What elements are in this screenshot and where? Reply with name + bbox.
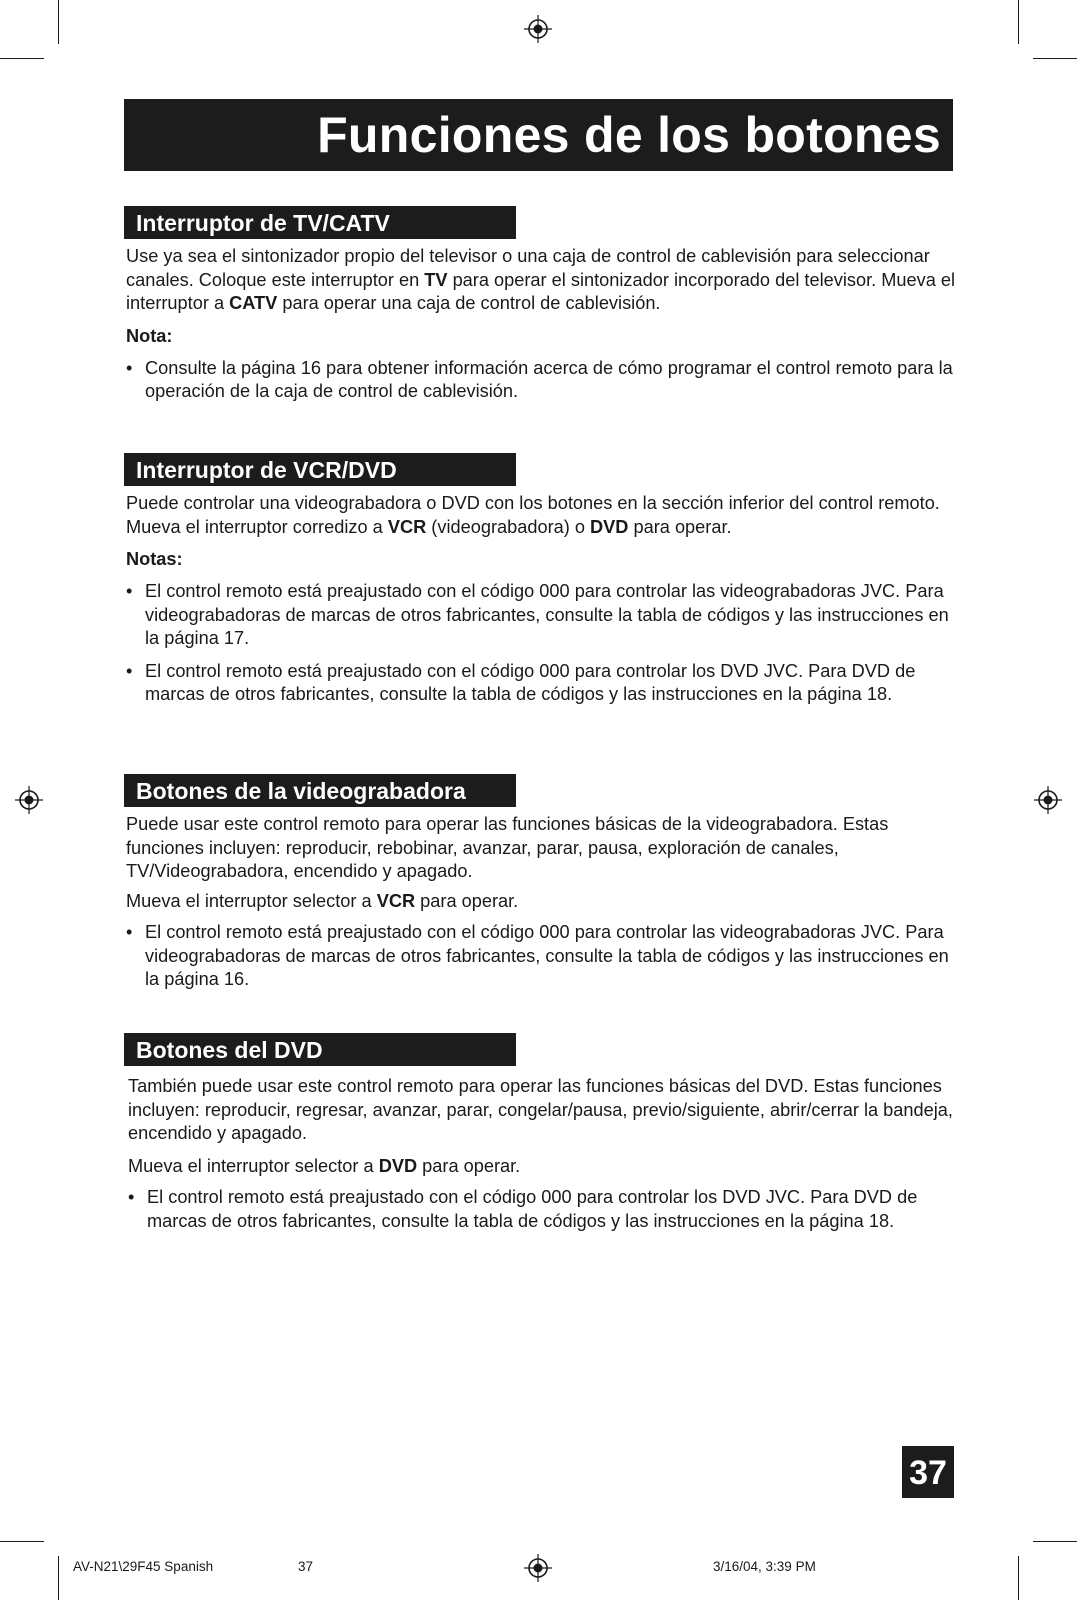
- crop-mark-bottom-right-horizontal: [1033, 1541, 1077, 1542]
- paragraph-text: Puede controlar una videograbadora o DVD con los botones en la sección inferior del control remoto. Mueva el interruptor corredizo a: [126, 493, 940, 537]
- section-tv-catv: [124, 206, 956, 413]
- crop-mark-bottom-left-horizontal: [0, 1541, 44, 1542]
- section-paragraph: [126, 245, 956, 316]
- note-label: Notas:: [126, 549, 183, 569]
- paragraph-text: para operar el sintonizador incorporado del televisor. Mueva el interruptor a: [126, 269, 956, 313]
- footer-file-name: AV-N21\29F45 Spanish: [73, 1559, 214, 1574]
- registration-mark-icon: [1034, 786, 1062, 814]
- bullet-item: • El control remoto está preajustado con el código 000 para controlar las videograbadoras JVC. Para videograbadoras de marcas de otros fabricantes, consulte la tabla de códigos y las instrucciones en la página 16.: [124, 921, 956, 992]
- paragraph-text: para operar una caja de control de cablevisión.: [277, 293, 661, 313]
- paragraph-text: Use ya sea el sintonizador propio del televisor o una caja de control de cablevisión para seleccionar canales. Coloque este interruptor en: [126, 246, 930, 290]
- bullet-list: [126, 1186, 956, 1233]
- bullet-list: [124, 580, 956, 707]
- paragraph-text: para operar.: [415, 890, 519, 911]
- paragraph-bold-text: VCR: [376, 890, 416, 911]
- section-vcr-dvd: [124, 453, 956, 716]
- section-paragraph-2: [126, 890, 956, 914]
- paragraph-text: Mueva el interruptor selector a: [128, 1155, 379, 1176]
- bullet-list: [124, 357, 956, 404]
- footer-page: 37: [298, 1559, 314, 1574]
- bullet-item: • Consulte la página 16 para obtener información acerca de cómo programar el control remoto para la operación de la caja de control de cablevisión.: [124, 357, 956, 404]
- paragraph-bold-text: DVD: [590, 516, 629, 537]
- crop-mark-top-right-vertical: [1018, 0, 1019, 44]
- registration-mark-icon: [524, 15, 552, 43]
- section-paragraph: También puede usar este control remoto para operar las funciones básicas del DVD. Estas funciones incluyen: reproducir, regresar, avanzar, parar, congelar/pausa, previo/siguiente, abrir/cerrar la bandeja, encendido y apagado.: [128, 1076, 953, 1143]
- note-label: Nota:: [126, 325, 173, 346]
- crop-mark-bottom-left-vertical: [58, 1556, 59, 1600]
- bullet-item: • El control remoto está preajustado con el código 000 para controlar los DVD JVC. Para DVD de marcas de otros fabricantes, consulte la tabla de códigos y las instrucciones en la página 18.: [124, 660, 956, 707]
- section-dvd-buttons: [124, 1033, 956, 1242]
- paragraph-text: para operar.: [417, 1155, 521, 1176]
- section-heading: Interruptor de VCR/DVD: [124, 453, 516, 486]
- paragraph-bold-text: TV: [424, 269, 448, 290]
- paragraph-bold-text: DVD: [378, 1155, 418, 1176]
- crop-mark-top-left-horizontal: [0, 58, 44, 59]
- paragraph-text: para operar.: [628, 516, 732, 537]
- paragraph-text: (videograbadora) o: [426, 516, 591, 537]
- bullet-item: • El control remoto está preajustado con el código 000 para controlar las videograbadoras JVC. Para videograbadoras de marcas de otros fabricantes, consulte la tabla de códigos y las instrucciones en la página 17.: [124, 580, 956, 651]
- crop-mark-bottom-right-vertical: [1018, 1556, 1019, 1600]
- section-paragraph: Puede usar este control remoto para operar las funciones básicas de la videograbadora. Estas funciones incluyen: reproducir, rebobinar, avanzar, parar, pausa, exploración de canales, TV/Videograbadora, encendido y apagado.: [126, 814, 889, 881]
- section-heading: Botones del DVD: [124, 1033, 516, 1066]
- bullet-list: [124, 921, 956, 992]
- section-paragraph: [126, 492, 956, 539]
- section-vcr-buttons: [124, 774, 956, 1001]
- paragraph-bold-text: VCR: [387, 516, 427, 537]
- section-heading: Botones de la videograbadora: [124, 774, 516, 807]
- registration-mark-icon: [15, 786, 43, 814]
- section-paragraph-2: [128, 1155, 956, 1179]
- paragraph-text: Mueva el interruptor selector a: [126, 890, 377, 911]
- footer-datetime: 3/16/04, 3:39 PM: [713, 1559, 816, 1574]
- registration-mark-icon: [524, 1554, 552, 1582]
- crop-mark-top-left-vertical: [58, 0, 59, 44]
- page-title: Funciones de los botones: [124, 99, 953, 171]
- section-heading: Interruptor de TV/CATV: [124, 206, 516, 239]
- page-number-badge: 37: [902, 1446, 954, 1498]
- crop-mark-top-right-horizontal: [1033, 58, 1077, 59]
- paragraph-bold-text: CATV: [229, 293, 278, 313]
- bullet-item: • El control remoto está preajustado con el código 000 para controlar los DVD JVC. Para DVD de marcas de otros fabricantes, consulte la tabla de códigos y las instrucciones en la página 18.: [126, 1186, 956, 1233]
